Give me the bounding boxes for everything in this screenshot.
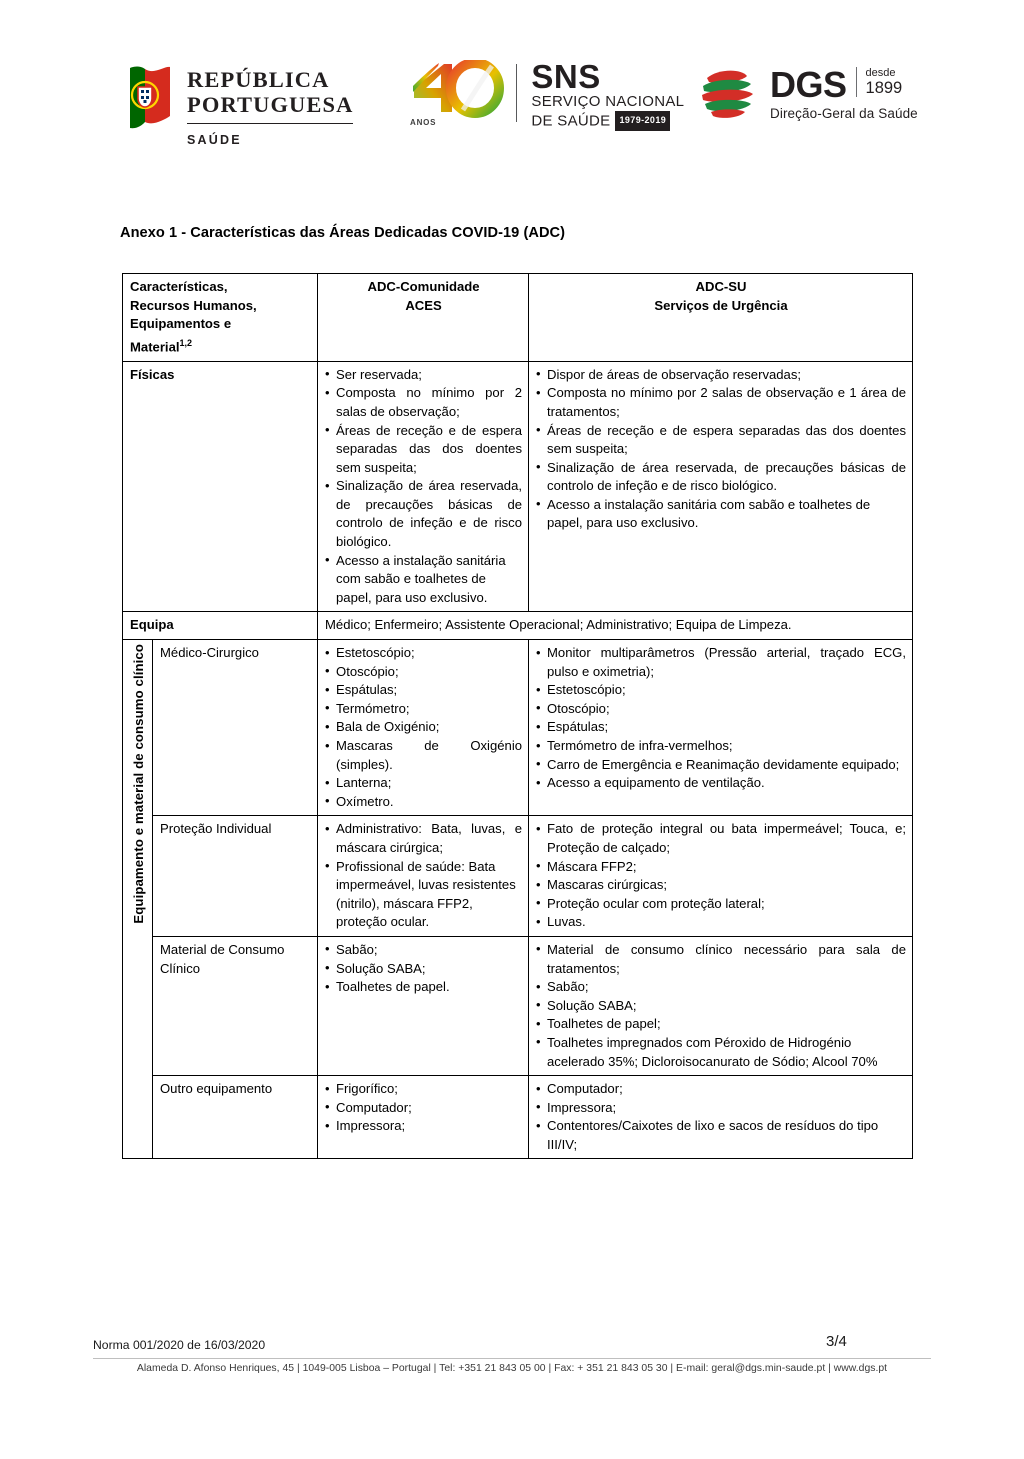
list-item: • Composta no mínimo por 2 salas de observação e 1 área de tratamentos; (536, 384, 906, 421)
cell-material-consumo-aces (318, 936, 529, 1075)
list-item: • Material de consumo clínico necessário para sala de tratamentos; (536, 941, 906, 978)
footer-page-number: 3/4 (826, 1333, 847, 1350)
footer-divider (93, 1358, 931, 1359)
list-item: • Solução SABA; (325, 960, 522, 979)
row-label-protecao-individual: Proteção Individual (153, 816, 318, 937)
list-medico-cirurgico-aces (325, 644, 522, 811)
dgs-since-year: 1899 (865, 79, 903, 97)
list-material-consumo-aces (325, 941, 522, 997)
list-item: • Oxímetro. (325, 793, 522, 812)
header-su-line-1: ADC-SU (695, 279, 747, 294)
cell-protecao-individual-su (529, 816, 913, 937)
list-item: • Espátulas; (536, 718, 906, 737)
list-item: • Toalhetes de papel; (536, 1015, 906, 1034)
header-cell-adc-comunidade (318, 274, 529, 362)
table-row-material-consumo (123, 936, 913, 1075)
dgs-logo (697, 66, 918, 124)
cell-medico-cirurgico-su (529, 640, 913, 816)
header-char-line-4: Material (130, 339, 180, 355)
list-item: • Mascaras de Oxigénio (simples). (325, 737, 522, 774)
sns-anos-label: ANOS (410, 118, 437, 127)
dgs-globe-icon (697, 66, 759, 124)
list-item: • Termómetro; (325, 700, 522, 719)
header-char-line-3: Equipamentos e (130, 316, 232, 332)
sns-acronym: SNS (531, 58, 601, 95)
sns-subtitle-line-1: SERVIÇO NACIONAL (531, 93, 685, 110)
list-item: • Solução SABA; (536, 997, 906, 1016)
header-char-line-1: Características, (130, 279, 228, 294)
header-aces-line-1: ADC-Comunidade (367, 279, 480, 294)
list-item: • Computador; (325, 1099, 522, 1118)
sns-logo (408, 60, 684, 131)
row-group-label-equipamento (123, 640, 153, 1159)
list-item: • Sabão; (325, 941, 522, 960)
republica-subtitle: SAÚDE (187, 133, 242, 147)
list-item: • Administrativo: Bata, luvas, e máscara cirúrgica; (325, 820, 522, 857)
list-material-consumo-su (536, 941, 906, 1071)
list-item: • Monitor multiparâmetros (Pressão arterial, traçado ECG, pulso e oximetria); (536, 644, 906, 681)
footer-norma: Norma 001/2020 de 16/03/2020 (93, 1338, 266, 1352)
cell-outro-equipamento-su (529, 1076, 913, 1159)
cell-fisicas-su (529, 361, 913, 612)
list-item: • Profissional de saúde: Bata impermeável, luvas resistentes (nitrilo), máscara FFP2, proteção ocular. (325, 858, 522, 932)
dgs-acronym: DGS (770, 64, 847, 105)
list-item: • Estetoscópio; (325, 644, 522, 663)
list-protecao-individual-aces (325, 820, 522, 932)
sns-40-anos-mark (408, 60, 504, 128)
table-row-medico-cirurgico (123, 640, 913, 816)
page-title: Anexo 1 - Características das Áreas Dedicadas COVID-19 (ADC) (120, 225, 566, 241)
list-item: • Ser reservada; (325, 366, 522, 385)
list-item: • Áreas de receção e de espera separadas das dos doentes sem suspeita; (325, 422, 522, 478)
list-outro-equipamento-su (536, 1080, 906, 1154)
list-item: • Acesso a equipamento de ventilação. (536, 774, 906, 793)
header-cell-adc-su (529, 274, 913, 362)
republica-portuguesa-logo (126, 64, 353, 147)
row-label-material-consumo: Material de Consumo Clínico (153, 936, 318, 1075)
republica-line-2: PORTUGUESA (187, 92, 354, 117)
list-item: • Impressora; (325, 1117, 522, 1136)
dgs-subtitle: Direção-Geral da Saúde (770, 106, 918, 121)
table-row-outro-equipamento (123, 1076, 913, 1159)
cell-protecao-individual-aces (318, 816, 529, 937)
list-item: • Sinalização de área reservada, de precauções básicas de controlo de infeção e de risco biológico. (325, 477, 522, 551)
header-logo-bar (0, 58, 1024, 168)
list-item: • Máscara FFP2; (536, 858, 906, 877)
list-item: • Otoscópio; (536, 700, 906, 719)
row-label-fisicas: Físicas (123, 361, 318, 612)
row-group-label-text: Equipamento e material de consumo clínico (131, 644, 146, 924)
sns-anniversary-badge: 1979-2019 (615, 111, 670, 132)
sns-subtitle-line-2: DE SAÚDE (531, 112, 611, 129)
table-row-fisicas (123, 361, 913, 612)
list-item: • Sinalização de área reservada, de precauções básicas de controlo de infeção e de risco biológico. (536, 459, 906, 496)
list-item: • Frigorífico; (325, 1080, 522, 1099)
list-item: • Contentores/Caixotes de lixo e sacos de resíduos do tipo III/IV; (536, 1117, 906, 1154)
list-item: • Computador; (536, 1080, 906, 1099)
header-aces-line-2: ACES (405, 297, 442, 313)
list-fisicas-aces (325, 366, 522, 608)
list-item: • Estetoscópio; (536, 681, 906, 700)
sns-divider (516, 64, 517, 122)
header-char-footnote: 1,2 (179, 337, 193, 348)
dgs-since-label: desde (865, 67, 896, 79)
list-item: • Espátulas; (325, 681, 522, 700)
cell-medico-cirurgico-aces (318, 640, 529, 816)
list-item: • Toalhetes de papel. (325, 978, 522, 997)
list-medico-cirurgico-su (536, 644, 906, 793)
header-su-line-2: Serviços de Urgência (654, 297, 788, 313)
list-item: • Bala de Oxigénio; (325, 718, 522, 737)
republica-line-1: REPÚBLICA (187, 67, 330, 92)
list-item: • Lanterna; (325, 774, 522, 793)
cell-material-consumo-su (529, 936, 913, 1075)
list-fisicas-su (536, 366, 906, 533)
list-item: • Toalhetes impregnados com Péroxido de Hidrogénio acelerado 35%; Dicloroisocanurato de Sódio; Alcool 70% (536, 1034, 906, 1071)
republica-divider (187, 123, 353, 124)
cell-equipa-value: Médico; Enfermeiro; Assistente Operacional; Administrativo; Equipa de Limpeza. (318, 612, 913, 640)
header-char-line-2: Recursos Humanos, (130, 297, 257, 313)
annex-table (122, 273, 913, 1159)
table-header-row (123, 274, 913, 362)
list-item: • Acesso a instalação sanitária com sabão e toalhetes de papel, para uso exclusivo. (536, 496, 906, 533)
list-item: • Impressora; (536, 1099, 906, 1118)
cell-outro-equipamento-aces (318, 1076, 529, 1159)
cell-fisicas-aces (318, 361, 529, 612)
row-label-medico-cirurgico: Médico-Cirurgico (153, 640, 318, 816)
list-item: • Otoscópio; (325, 663, 522, 682)
list-protecao-individual-su (536, 820, 906, 932)
list-item: • Termómetro de infra-vermelhos; (536, 737, 906, 756)
list-item: • Fato de proteção integral ou bata impermeável; Touca, e; Proteção de calçado; (536, 820, 906, 857)
list-item: • Carro de Emergência e Reanimação devidamente equipado; (536, 756, 906, 775)
list-item: • Sabão; (536, 978, 906, 997)
list-outro-equipamento-aces (325, 1080, 522, 1136)
table-row-protecao-individual (123, 816, 913, 937)
row-label-equipa: Equipa (123, 612, 318, 640)
portugal-flag-shield-icon (126, 64, 174, 136)
list-item: • Luvas. (536, 913, 906, 932)
list-item: • Composta no mínimo por 2 salas de observação; (325, 384, 522, 421)
header-cell-characteristics (123, 274, 318, 362)
list-item: • Dispor de áreas de observação reservadas; (536, 366, 906, 385)
list-item: • Áreas de receção e de espera separadas das dos doentes sem suspeita; (536, 422, 906, 459)
footer-address: Alameda D. Afonso Henriques, 45 | 1049-005 Lisboa – Portugal | Tel: +351 21 843 05 00 | Fax: + 351 21 843 05 30 | E-mail: geral@dgs.min-saude.pt | www.dgs.pt (136, 1363, 888, 1374)
list-item: • Acesso a instalação sanitária com sabão e toalhetes de papel, para uso exclusivo. (325, 552, 522, 608)
table-row-equipa (123, 612, 913, 640)
list-item: • Proteção ocular com proteção lateral; (536, 895, 906, 914)
list-item: • Mascaras cirúrgicas; (536, 876, 906, 895)
row-label-outro-equipamento: Outro equipamento (153, 1076, 318, 1159)
